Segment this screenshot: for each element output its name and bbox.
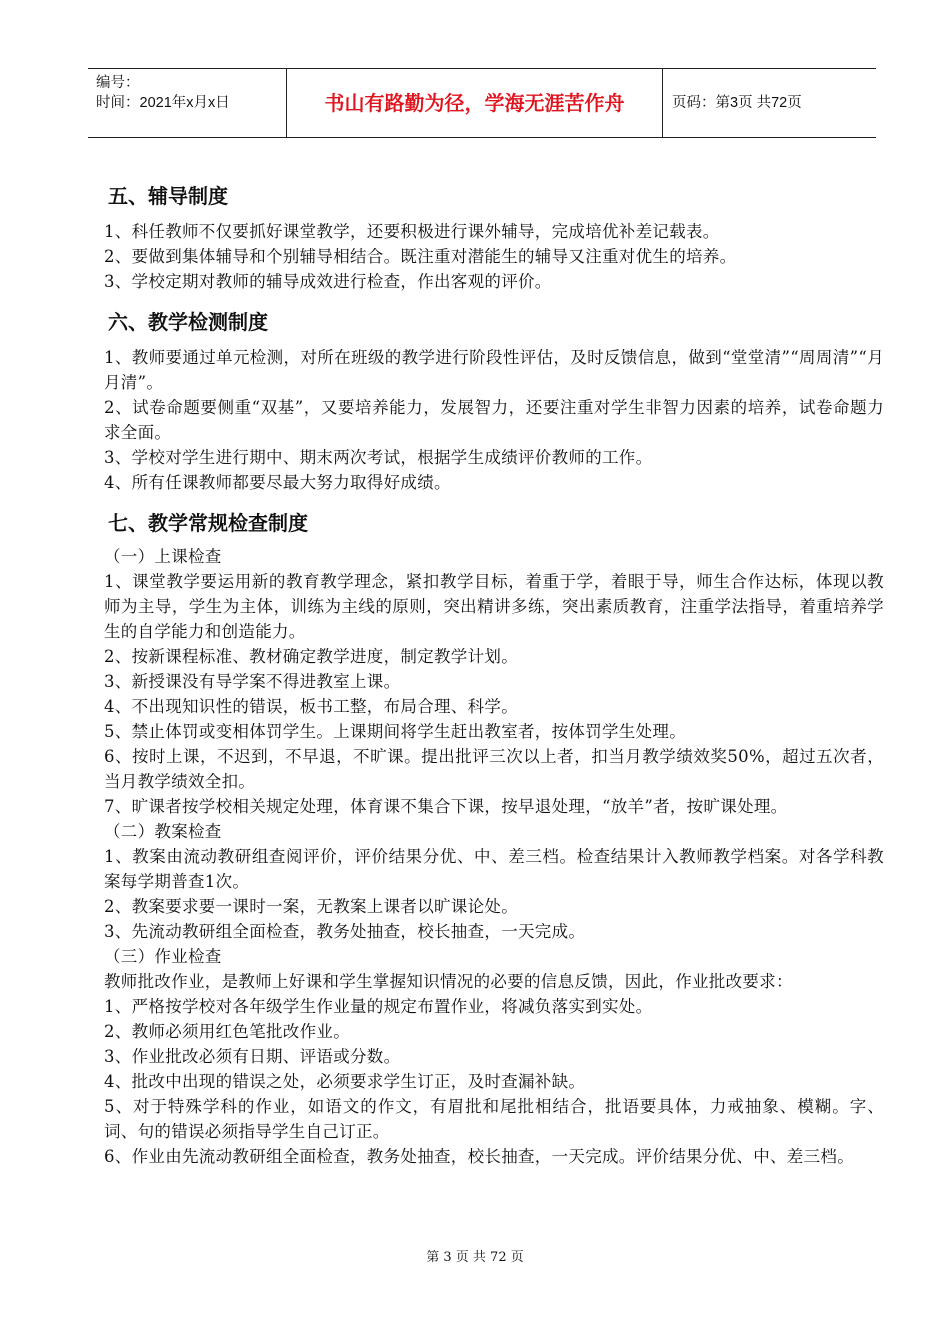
paragraph: 6、按时上课，不迟到，不早退，不旷课。提出批评三次以上者，扣当月教学绩效奖50%，超过五次者，当月教学绩效全扣。 [104,747,884,791]
paragraph: 2、教师必须用红色笔批改作业。 [104,1022,350,1041]
paragraph: 4、所有任课教师都要尽最大努力取得好成绩。 [104,473,451,492]
paragraph: 6、作业由先流动教研组全面检查，教务处抽查，校长抽查，一天完成。评价结果分优、中、差三档。 [104,1147,854,1166]
header-motto: 书山有路勤为径，学海无涯苦作舟 [286,69,663,137]
page-footer [0,1246,950,1265]
serial-label: 编号： [96,75,140,91]
paragraph: 3、学校定期对教师的辅导成效进行检查，作出客观的评价。 [104,272,552,291]
paragraph: 2、按新课程标准、教材确定教学进度，制定教学计划。 [104,647,518,666]
paragraph: 4、不出现知识性的错误，板书工整，布局合理、科学。 [104,697,518,716]
footer-page-number: 第 3 页 共 72 页 [426,1250,524,1265]
paragraph: 3、先流动教研组全面检查，教务处抽查，校长抽查，一天完成。 [104,922,586,941]
paragraph: 1、课堂教学要运用新的教育教学理念，紧扣教学目标，着重于学，着眼于导，师生合作达标，体现以教师为主导，学生为主体，训练为主线的原则，突出精讲多练，突出素质教育，注重学法指导，着重培养学生的自学能力和创造能力。 [104,572,884,641]
paragraph: 7、旷课者按学校相关规定处理，体育课不集合下课，按早退处理，“放羊”者，按旷课处理。 [104,797,788,816]
subheading: （二）教案检查 [104,822,222,841]
paragraph: 1、教师要通过单元检测，对所在班级的教学进行阶段性评估，及时反馈信息，做到“堂堂清”“周周清”“月月清”。 [104,348,884,392]
subheading: （三）作业检查 [104,947,222,966]
paragraph: 2、要做到集体辅导和个别辅导相结合。既注重对潜能生的辅导又注重对优生的培养。 [104,247,737,266]
header-page-label: 页码：第3页 共72页 [672,95,802,111]
section-heading-6: 六、教学检测制度 [108,310,268,334]
page-header [88,68,876,138]
header-meta [88,69,285,137]
paragraph: 2、教案要求要一课时一案，无教案上课者以旷课论处。 [104,897,518,916]
section-heading-7: 七、教学常规检查制度 [108,511,308,535]
time-label: 时间：2021年x月x日 [96,95,230,111]
paragraph: 1、科任教师不仅要抓好课堂教学，还要积极进行课外辅导，完成培优补差记载表。 [104,222,720,241]
paragraph: 3、新授课没有导学案不得进教室上课。 [104,672,401,691]
paragraph: 1、严格按学校对各年级学生作业量的规定布置作业，将减负落实到实处。 [104,997,653,1016]
paragraph: 3、学校对学生进行期中、期末两次考试，根据学生成绩评价教师的工作。 [104,448,653,467]
paragraph: 4、批改中出现的错误之处，必须要求学生订正，及时查漏补缺。 [104,1072,586,1091]
paragraph: 1、教案由流动教研组查阅评价，评价结果分优、中、差三档。检查结果计入教师教学档案。对各学科教案每学期普查1次。 [104,847,884,891]
paragraph: 5、禁止体罚或变相体罚学生。上课期间将学生赶出教室者，按体罚学生处理。 [104,722,686,741]
paragraph: 3、作业批改必须有日期、评语或分数。 [104,1047,401,1066]
paragraph: 2、试卷命题要侧重“双基”，又要培养能力，发展智力，还要注重对学生非智力因素的培养，试卷命题力求全面。 [104,398,884,442]
paragraph: 5、对于特殊学科的作业，如语文的作文，有眉批和尾批相结合，批语要具体，力戒抽象、模糊。字、词、句的错误必须指导学生自己订正。 [104,1097,884,1141]
subheading: （一）上课检查 [104,547,222,566]
paragraph: 教师批改作业，是教师上好课和学生掌握知识情况的必要的信息反馈，因此，作业批改要求： [104,972,793,991]
section-heading-5: 五、辅导制度 [108,184,228,208]
document-body [104,172,884,1169]
